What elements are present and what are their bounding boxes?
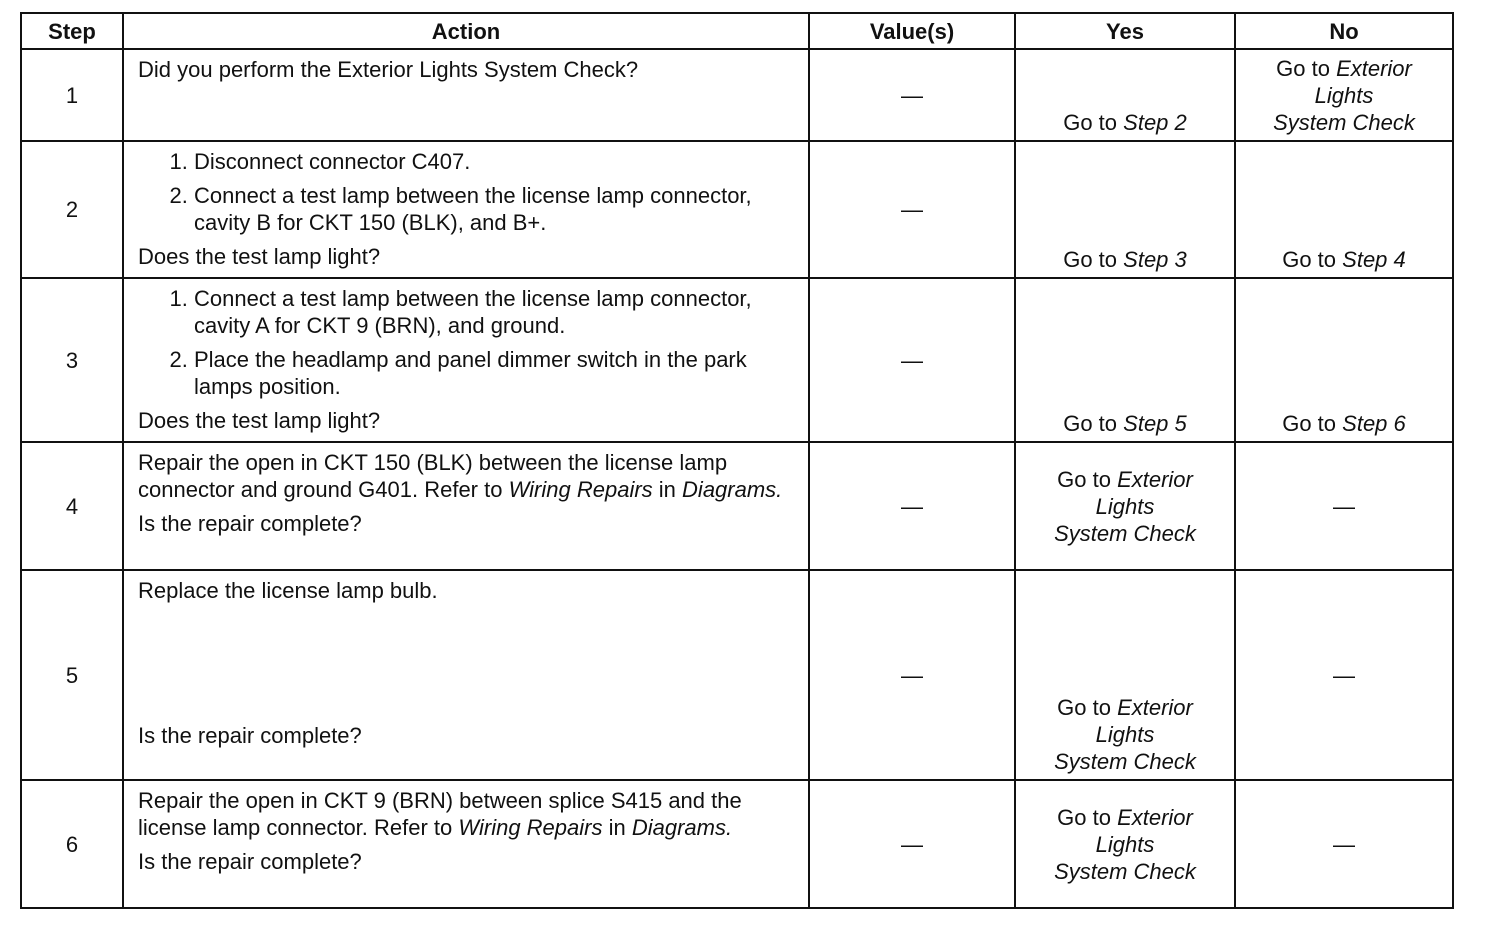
instruction-list (138, 285, 796, 400)
instruction-item: 1. Connect a test lamp between the license lamp connector, cavity A for CKT 9 (BRN), and ground. (194, 285, 796, 339)
table-row (21, 780, 1453, 908)
procedure-ref: Lights (1095, 831, 1155, 857)
yes-cell: Go to Step 2 (1015, 49, 1235, 141)
table-row (21, 278, 1453, 442)
action-cell (123, 570, 809, 780)
step-number: 4 (21, 442, 123, 570)
yes-cell: Go to Exterior Lights System Check (1015, 780, 1235, 908)
step-ref: Step 4 (1342, 247, 1406, 272)
yes-cell: Go to Step 3 (1015, 141, 1235, 278)
yes-cell: Go to Exterior Lights System Check (1015, 442, 1235, 570)
action-cell (123, 442, 809, 570)
procedure-ref: Lights (1314, 83, 1374, 108)
table-row (21, 49, 1453, 141)
step-number: 5 (21, 570, 123, 780)
action-question: Does the test lamp light? (138, 408, 381, 433)
step-number: 1 (21, 49, 123, 141)
step-ref: Step 6 (1342, 411, 1406, 436)
step-number: 2 (21, 141, 123, 278)
instruction-item: 1. Disconnect connector C407. (194, 148, 796, 175)
reference-diagrams: Diagrams. (631, 815, 733, 840)
header-action: Action (123, 13, 809, 49)
step-ref: Step 2 (1123, 110, 1187, 135)
action-cell (123, 49, 809, 141)
procedure-ref: System Check (1273, 110, 1415, 135)
reference-wiring-repairs: Wiring Repairs (458, 815, 603, 840)
procedure-ref: Lights (1095, 493, 1155, 519)
instruction-list (138, 148, 796, 236)
action-text: Repair the open in CKT 150 (BLK) between the license lamp connector and ground G401. Refer to Wiring Repairs in Diagrams. (138, 450, 783, 502)
value-cell: — (809, 278, 1015, 442)
diagnostic-table (20, 12, 1454, 909)
step-ref: Step 3 (1123, 247, 1187, 272)
step-ref: Step 5 (1123, 411, 1187, 436)
value-cell: — (809, 780, 1015, 908)
value-cell: — (809, 570, 1015, 780)
no-cell: Go to Step 6 (1235, 278, 1453, 442)
action-question: Is the repair complete? (138, 849, 362, 874)
value-cell: — (809, 49, 1015, 141)
instruction-item: 2. Place the headlamp and panel dimmer switch in the park lamps position. (194, 346, 796, 400)
procedure-ref: Lights (1095, 722, 1155, 747)
reference-diagrams: Diagrams. (682, 477, 783, 502)
table-row (21, 141, 1453, 278)
procedure-ref: Exterior (1117, 466, 1193, 492)
table-row (21, 570, 1453, 780)
procedure-ref: System Check (1054, 749, 1196, 774)
step-number: 6 (21, 780, 123, 908)
no-cell: — (1235, 442, 1453, 570)
instruction-item: 2. Connect a test lamp between the license lamp connector, cavity B for CKT 150 (BLK), and B+. (194, 182, 796, 236)
procedure-ref: Exterior (1336, 56, 1412, 81)
action-text: Replace the license lamp bulb. (138, 578, 438, 603)
procedure-ref: Exterior (1117, 804, 1193, 830)
no-cell: Go to Step 4 (1235, 141, 1453, 278)
header-values: Value(s) (809, 13, 1015, 49)
action-cell (123, 141, 809, 278)
header-step: Step (21, 13, 123, 49)
value-cell: — (809, 442, 1015, 570)
action-question: Is the repair complete? (138, 511, 362, 536)
action-cell (123, 780, 809, 908)
procedure-ref: Exterior (1117, 695, 1193, 720)
header-no: No (1235, 13, 1453, 49)
action-text: Repair the open in CKT 9 (BRN) between splice S415 and the license lamp connector. Refer to Wiring Repairs in Diagrams. (138, 788, 742, 840)
no-cell: — (1235, 780, 1453, 908)
procedure-ref: System Check (1054, 858, 1196, 884)
reference-wiring-repairs: Wiring Repairs (508, 477, 653, 502)
action-text: Did you perform the Exterior Lights System Check? (138, 57, 639, 82)
spacer (138, 604, 796, 722)
header-yes: Yes (1015, 13, 1235, 49)
header-row (21, 13, 1453, 49)
procedure-ref: System Check (1054, 520, 1196, 546)
value-cell: — (809, 141, 1015, 278)
step-number: 3 (21, 278, 123, 442)
yes-cell: Go to Step 5 (1015, 278, 1235, 442)
action-question: Does the test lamp light? (138, 244, 381, 269)
no-cell: Go to Exterior Lights System Check (1235, 49, 1453, 141)
action-cell (123, 278, 809, 442)
no-cell: — (1235, 570, 1453, 780)
action-question: Is the repair complete? (138, 723, 362, 748)
yes-cell: Go to Exterior Lights System Check (1015, 570, 1235, 780)
table-row (21, 442, 1453, 570)
